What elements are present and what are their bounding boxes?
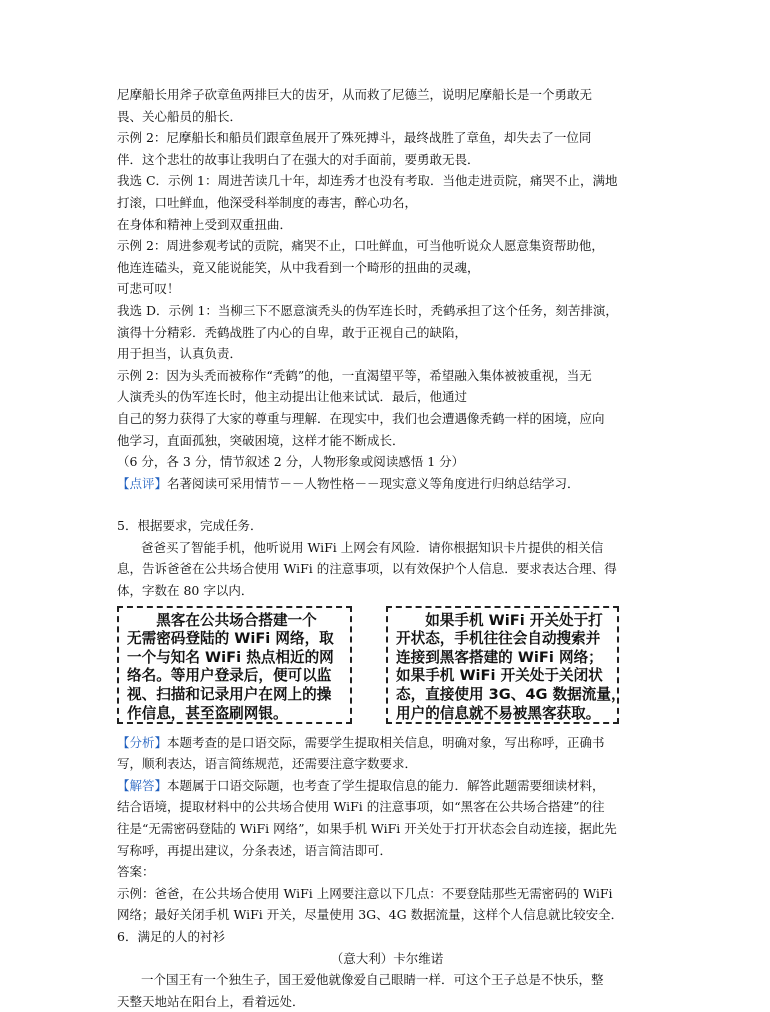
knowledge-cards [117, 606, 657, 730]
text-line: 一个国王有一个独生子，国王爱他就像爱自己眼睛一样．可这个王子总是不快乐，整 [141, 972, 604, 988]
text-line: 示例 2：尼摩船长和船员们跟章鱼展开了殊死搏斗，最终战胜了章鱼，却失去了一位同 [117, 130, 592, 146]
text-line: 伴．这个悲壮的故事让我明白了在强大的对手面前，要勇敢无畏． [117, 151, 480, 167]
q5-prompt [117, 537, 657, 602]
section-gap [117, 494, 657, 515]
answer-q4-continued [117, 84, 657, 473]
card-line: 作信息，甚至盗刷网银。 [127, 704, 288, 722]
card-line: 连接到黑客搭建的 WiFi 网络； [396, 648, 603, 666]
text-line: 用于担当，认真负责． [117, 346, 243, 362]
text-line: 结合语境，提取材料中的公共场合使用 WiFi 的注意事项，如“黑客在公共场合搭建”的往 [117, 799, 605, 815]
review-line [117, 473, 657, 495]
analysis-rest [117, 753, 657, 775]
text-line: 示例 2：因为头秃而被称作“秃鹤”的他，一直渴望平等，希望融入集体被被重视，当无 [117, 367, 592, 383]
text-line: 往是“无需密码登陆的 WiFi 网络”，如果手机 WiFi 开关处于打开状态会自动连接，据此先 [117, 821, 617, 837]
q6-title: 6．满足的人的衬衫 [117, 929, 225, 944]
card-line: 态，直接使用 3G、4G 数据流量， [396, 686, 626, 704]
text-line: 可悲可叹！ [117, 281, 180, 297]
answer-lines [117, 883, 657, 926]
text-line: 息，告诉爸爸在公共场合使用 WiFi 的注意事项，以有效保护个人信息．要求表达合理、得 [117, 561, 617, 577]
text-line: 在身体和精神上受到双重扭曲． [117, 216, 293, 232]
text-line: 我选 D．示例 1：当柳三下不愿意演秃头的伪军连长时，秃鹤承担了这个任务，刻苦排演， [117, 302, 618, 318]
text-line: 写，顺利表达，语言简练规范，还需要注意字数要求． [117, 756, 418, 772]
text-line: 演得十分精彩．秃鹤战胜了内心的自卑，敢于正视自己的缺陷， [117, 324, 468, 340]
analysis-tag: 【分析】 [117, 734, 168, 750]
solution-text: 本题属于口语交际题，也考查了学生提取信息的能力．解答此题需要细读材料， [167, 777, 605, 793]
card-line: 视、扫描和记录用户在网上的操 [127, 686, 332, 704]
review-tag: 【点评】 [117, 475, 168, 491]
card-line: 如果手机 WiFi 开关处于打 [396, 611, 603, 629]
knowledge-card-right [386, 606, 626, 724]
text-line: （6 分，各 3 分，情节叙述 2 分，人物形象或阅读感悟 1 分） [117, 454, 465, 470]
knowledge-card-left [117, 606, 352, 724]
text-line: 他学习，直面孤独，突破困境，这样才能不断成长． [117, 432, 405, 448]
text-line: 天整天地站在阳台上，看着远处． [117, 993, 305, 1009]
answer-label: 答案： [117, 864, 155, 880]
analysis-first-line [117, 732, 657, 754]
card-line: 一个与知名 WiFi 热点相近的网 [127, 648, 334, 666]
text-line: 打滚，口吐鲜血，他深受科举制度的毒害，醉心功名， [117, 194, 418, 210]
q6-passage [117, 969, 657, 1012]
text-line: 网络；最好关闭手机 WiFi 开关，尽量使用 3G、4G 数据流量，这样个人信息就比较安全． [117, 907, 624, 923]
text-line: 爸爸买了智能手机，他听说用 WiFi 上网会有风险．请你根据知识卡片提供的相关信 [141, 539, 604, 555]
card-line: 开状态，手机往往会自动搜索并 [396, 630, 601, 648]
text-line: 他连连磕头，竟又能说能笑，从中我看到一个畸形的扭曲的灵魂， [117, 259, 480, 275]
text-line: 人演秃头的伪军连长时，他主动提出让他来试试．最后，他通过 [117, 389, 468, 405]
q5-title: 5．根据要求，完成任务． [117, 518, 263, 534]
document-content [117, 84, 657, 1012]
card-line: 黑客在公共场合搭建一个 [127, 611, 317, 629]
solution-tag: 【解答】 [117, 777, 168, 793]
text-line: 示例：爸爸，在公共场合使用 WiFi 上网要注意以下几点：不要登陆那些无需密码的 WiFi [117, 885, 613, 901]
text-line: 尼摩船长用斧子砍章鱼两排巨大的齿牙，从而救了尼德兰，说明尼摩船长是一个勇敢无 [117, 87, 593, 102]
q6-author: （意大利）卡尔维诺 [330, 950, 444, 966]
card-line: 用户的信息就不易被黑客获取。 [396, 704, 601, 722]
analysis-text: 本题考查的是口语交际，需要学生提取相关信息，明确对象，写出称呼，正确书 [167, 734, 605, 750]
text-line: 畏、关心船员的船长． [117, 108, 243, 124]
card-line: 无需密码登陆的 WiFi 网络，取 [127, 630, 334, 648]
review-text: 名著阅读可采用情节－－人物性格－－现实意义等角度进行归纳总结学习． [167, 475, 580, 491]
card-line: 络名。等用户登录后，便可以监 [127, 667, 332, 685]
text-line: 示例 2：周进参观考试的贡院，痛哭不止，口吐鲜血，可当他听说众人愿意集资帮助他， [117, 238, 604, 254]
text-line: 体，字数在 80 字以内． [117, 583, 254, 599]
text-line: 我选 C．示例 1：周进苦读几十年，却连秀才也没有考取．当他走进贡院，痛哭不止，满地 [117, 173, 618, 189]
solution-first-line [117, 775, 657, 797]
solution-rest [117, 796, 657, 861]
text-line: 自己的努力获得了大家的尊重与理解．在现实中，我们也会遭遇像秃鹤一样的困境，应向 [117, 410, 605, 426]
card-line: 如果手机 WiFi 开关处于关闭状 [396, 667, 603, 685]
text-line: 写称呼，再提出建议，分条表述，语言简洁即可． [117, 842, 393, 858]
